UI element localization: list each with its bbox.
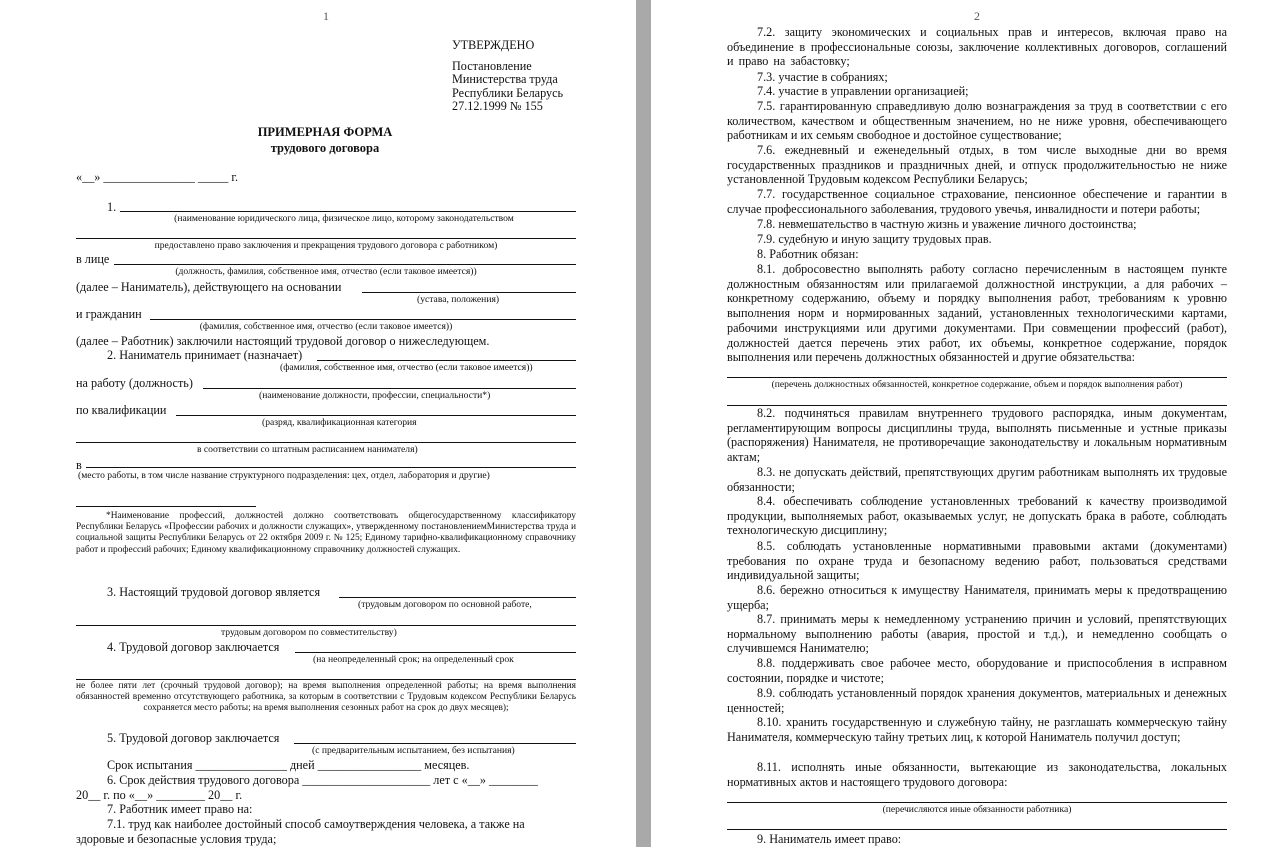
text-line: 20__ г. по «__» ________ 20__ г.	[76, 788, 243, 802]
field-caption: (должность, фамилия, собственное имя, отчество (если таковое имеется))	[175, 266, 477, 277]
fill-line	[86, 467, 576, 468]
field-caption: (фамилия, собственное имя, отчество (если таковое имеется))	[199, 321, 453, 332]
field-caption: (трудовым договором по основной работе,	[358, 599, 532, 610]
field-caption: (место работы, в том числе название структурного подразделения: цех, отдел, лаборатория и другие)	[78, 470, 490, 481]
paragraph: 8.8. поддерживать свое рабочее место, оборудование и приспособления в исправном состоянии, порядке и чистоте;	[727, 656, 1227, 685]
paragraph: 7.6. ежедневный и еженедельный отдых, в том числе выходные дни во время государственных праздников и праздничных дней, и отпуск продолжительностью не ниже установленной Трудовым кодексом Республики Беларусь;	[727, 143, 1227, 187]
page-number: 1	[323, 9, 329, 23]
document-page-1	[0, 0, 636, 847]
field-caption: (перечень должностных обязанностей, конкретное содержание, объем и порядок выполнения работ)	[771, 379, 1183, 390]
text-line: в лице	[76, 252, 110, 266]
field-caption: не более пяти лет (срочный трудовой договор); на время выполнения определенной работы; на время выполнения обязанностей временно отсутствующего работника, за которым в соответствии с Трудовым кодексом Республики Беларусь сохраняется место работы; на время выполнения сезонных работ на срок до двух месяцев);	[76, 681, 576, 714]
fill-line	[203, 388, 576, 389]
paragraph: 7.5. гарантированную справедливую долю вознаграждения за труд в соответствии с его количеством, качеством и общественным значением, но не ниже уровня, обеспечивающего работникам и их семьям свободное и достойное существование;	[727, 99, 1227, 143]
fill-line	[76, 679, 576, 680]
approval-line: 27.12.1999 № 155	[452, 99, 543, 113]
text-line: 7.1. труд как наиболее достойный способ самоутверждения человека, а также на	[107, 817, 525, 831]
paragraph: 7.9. судебную и иную защиту трудовых прав.	[757, 232, 992, 246]
paragraph: 8.2. подчиняться правилам внутреннего трудового распорядка, иным документам, регламентирующим вопросы дисциплины труда, выполнять письменные и устные приказы (распоряжения) Нанимателя, не противоречащие законодательству и локальным нормативным актам;	[727, 406, 1227, 465]
field-caption: (с предварительным испытанием, без испытания)	[312, 745, 515, 756]
paragraph: 8.1. добросовестно выполнять работу согласно перечисленным в настоящем пункте должностным обязанностям или прилагаемой должностной инструкции, а для рабочих – конкретному содержанию, объему и порядку выполнения работ, требованиям к уровню выполнения норм и нормированных заданий, установленных технологическими картами, рабочими инструкциями или другими документами. При совмещении профессий (работ), должностей дается перечень этих работ, их объемы, конкретное содержание, порядок выполнения или перечень должностных обязанностей и другие обязательства:	[727, 262, 1227, 365]
fill-line	[727, 802, 1227, 803]
fill-line	[362, 292, 576, 293]
paragraph: 8.11. исполнять иные обязанности, вытекающие из законодательства, локальных нормативных актов и настоящего трудового договора:	[727, 760, 1227, 789]
approval-line: Республики Беларусь	[452, 86, 564, 100]
footnote-separator	[76, 506, 256, 507]
text-line: 7. Работник имеет право на:	[107, 802, 253, 816]
text-line: Срок испытания _______________ дней _________________ месяцев.	[107, 758, 470, 772]
text-line: (далее – Работник) заключили настоящий трудовой договор о нижеследующем.	[76, 334, 490, 348]
paragraph: 8. Работник обязан:	[757, 247, 859, 261]
text-line: в	[76, 458, 82, 472]
approval-title: УТВЕРЖДЕНО	[452, 38, 535, 52]
field-caption: в соответствии со штатным расписанием нанимателя)	[197, 444, 418, 455]
fill-line	[120, 211, 576, 212]
footnote: *Наименование профессий, должностей должно соответствовать общегосударственному классификатору Республики Беларусь «Профессии рабочих и должности служащих», утвержденному постановлениемМинистерства труда и социальной защиты Республики Беларусь от 22 октября 2009 г. № 125; Единому тарифно-квалификационному справочнику работ и профессий рабочих; Единому квалификационному справочнику должностей служащих.	[76, 511, 576, 555]
fill-line	[114, 264, 576, 265]
page-number: 2	[974, 9, 980, 23]
fill-line	[317, 360, 576, 361]
field-caption: (на неопределенный срок; на определенный срок	[313, 654, 514, 665]
field-caption: (фамилия, собственное имя, отчество (если таковое имеется))	[280, 362, 533, 373]
text-line: здоровые и безопасные условия труда;	[76, 832, 277, 846]
paragraph: 8.10. хранить государственную и служебную тайну, не разглашать коммерческую тайну Нанимателя, коммерческую тайну третьих лиц, к которой Наниматель получил доступ;	[727, 715, 1227, 744]
paragraph: 9. Наниматель имеет право:	[757, 832, 902, 846]
text-line: 5. Трудовой договор заключается	[107, 731, 280, 745]
paragraph: 8.3. не допускать действий, препятствующих другим работникам выполнять их трудовые обязанности;	[727, 465, 1227, 494]
fill-line	[294, 743, 576, 744]
paragraph: 8.5. соблюдать установленные нормативными правовыми актами (документами) требования по охране труда и безопасному ведению работ, пользоваться средствами индивидуальной защиты;	[727, 539, 1227, 583]
field-caption: (перечисляются иные обязанности работника)	[882, 804, 1072, 815]
fill-line	[76, 625, 576, 626]
clause-number: 1.	[107, 200, 117, 214]
paragraph: 8.7. принимать меры к немедленному устранению причин и условий, препятствующих нормальному выполнению работы (авария, простой и т.д.), и немедленно сообщать о случившемся Нанимателю;	[727, 612, 1227, 656]
fill-line	[150, 319, 576, 320]
fill-line	[76, 442, 576, 443]
paragraph: 7.2. защиту экономических и социальных прав и интересов, включая право на объединение в профессиональные союзы, заключение коллективных договоров, соглашений и право на забастовку;	[727, 25, 1227, 69]
field-caption: (наименование должности, профессии, специальности*)	[259, 390, 491, 401]
paragraph: 7.8. невмешательство в частную жизнь и уважение личного достоинства;	[757, 217, 1137, 231]
fill-line	[295, 652, 576, 653]
approval-line: Министерства труда	[452, 72, 558, 86]
date-line: «__» _______________ _____ г.	[76, 170, 239, 184]
fill-line	[339, 597, 576, 598]
text-line: (далее – Наниматель), действующего на основании	[76, 280, 342, 294]
fill-line	[727, 829, 1227, 830]
text-line: и гражданин	[76, 307, 142, 321]
paragraph: 8.4. обеспечивать соблюдение установленных требований к качеству производимой продукции, выполняемых работ, оказываемых услуг, не допускать брака в работе, соблюдать технологическую дисциплину;	[727, 494, 1227, 538]
text-line: на работу (должность)	[76, 376, 193, 390]
approval-line: Постановление	[452, 59, 532, 73]
paragraph: 7.4. участие в управлении организацией;	[757, 84, 969, 98]
text-line: 3. Настоящий трудовой договор является	[107, 585, 321, 599]
field-caption: трудовым договором по совместительству)	[221, 627, 397, 638]
document-title: ПРИМЕРНАЯ ФОРМА	[257, 125, 393, 139]
field-caption: предоставлено право заключения и прекращения трудового договора с работником)	[154, 240, 498, 251]
field-caption: (устава, положения)	[417, 294, 500, 305]
paragraph: 8.6. бережно относиться к имуществу Нанимателя, принимать меры к предотвращению ущерба;	[727, 583, 1227, 612]
text-line: 4. Трудовой договор заключается	[107, 640, 280, 654]
text-line: по квалификации	[76, 403, 167, 417]
page-gutter	[636, 0, 651, 847]
paragraph: 7.7. государственное социальное страхование, пенсионное обеспечение и гарантии в случае профессионального заболевания, трудового увечья, инвалидности и потери работы;	[727, 187, 1227, 216]
field-caption: (разряд, квалификационная категория	[262, 417, 417, 428]
paragraph: 8.9. соблюдать установленный порядок хранения документов, материальных и денежных ценностей;	[727, 686, 1227, 715]
document-page-2	[651, 0, 1281, 847]
document-subtitle: трудового договора	[270, 141, 380, 155]
fill-line	[76, 238, 576, 239]
fill-line	[727, 377, 1227, 378]
text-line: 6. Срок действия трудового договора _____________________ лет с «__» ________	[107, 773, 538, 787]
fill-line	[176, 415, 576, 416]
paragraph: 7.3. участие в собраниях;	[757, 70, 888, 84]
field-caption: (наименование юридического лица, физическое лицо, которому законодательством	[174, 213, 514, 224]
text-line: 2. Наниматель принимает (назначает)	[107, 348, 303, 362]
